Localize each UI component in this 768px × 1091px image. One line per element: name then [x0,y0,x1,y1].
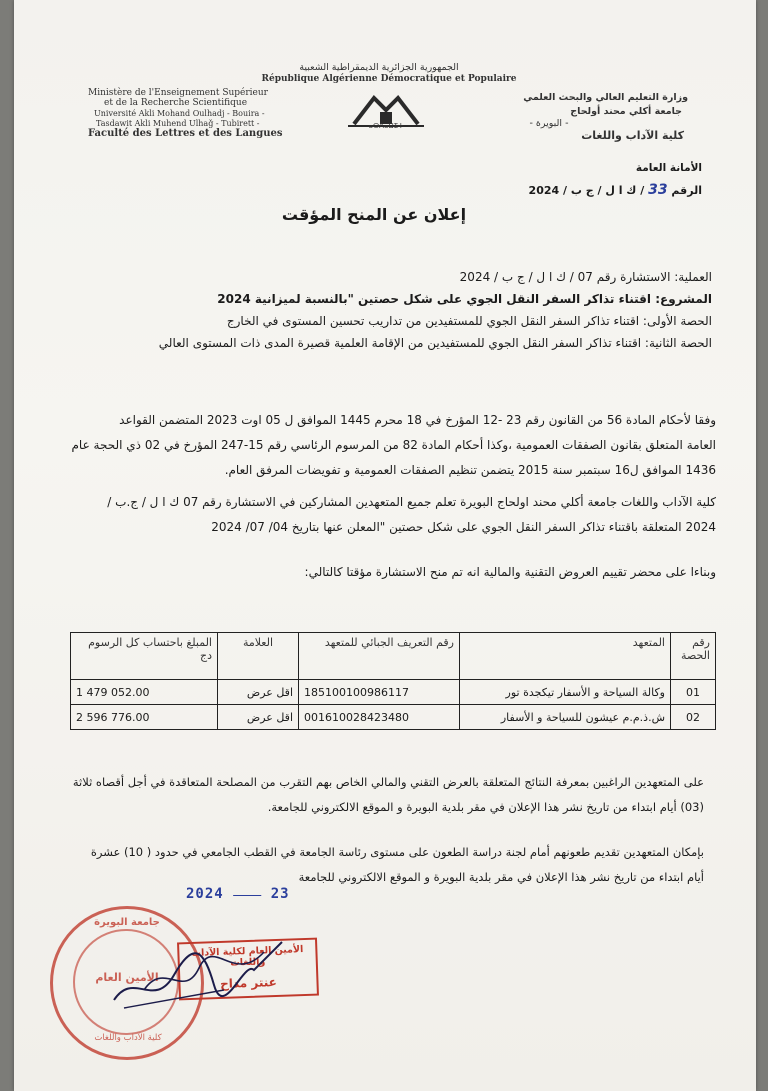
republic-fr: République Algérienne Démocratique et Populaire [261,74,517,84]
reference-number [434,182,702,198]
cell-lot: 01 [671,680,716,705]
legal-line-1: وفقا لأحكام المادة 56 من القانون رقم 23 -12 المؤرخ في 18 محرم 1445 الموافق ل 05 اوت 2023 المتضمن القواعد [119,413,716,427]
header-tax-id: رقم التعريف الجبائي للمتعهد [299,633,460,680]
table-header-row [71,633,716,680]
faculty-ar: كلية الآداب واللغات [581,129,684,142]
subject-block [84,266,712,354]
header-lot: رقم الحصة [671,633,716,680]
ministry-ar: وزارة التعليم العالي والبحث العلمي [523,92,688,103]
university-fr-1: Université Akli Mohand Oulhadj - Bouira - [94,109,265,118]
header-amount: المبلغ باحتساب كل الرسوم دج [71,633,218,680]
table-row [71,705,716,730]
logo-text: ⴰⵙⴷⴰⵡⵉⵜ [368,122,404,130]
ministry-fr-2: et de la Recherche Scientifique [104,98,248,108]
legal-line-2: العامة المتعلق بقانون الصفقات العمومية ،وكذا أحكام المادة 82 من المرسوم الرئاسي رقم 15-247 المؤرخ في 02 ذي الحجة عام [71,438,716,452]
signature-name: عنتر مداح [219,975,278,991]
results-line-2: (03) أيام ابتداء من تاريخ نشر هذا الإعلان في مقر بلدية البويرة و الموقع الالكتروني للجامعة. [267,800,704,814]
results-paragraph [70,770,704,820]
notification-paragraph [70,490,716,540]
stamp-bottom-text: كلية الآداب واللغات [94,1033,162,1043]
appeals-line-2: أيام ابتداء من تاريخ نشر هذا الإعلان في مقر بلدية البويرة و الموقع الالكتروني للجامعة [298,870,704,884]
lot1-line: الحصة الأولى: اقتناء تذاكر السفر النقل الجوي للمستفيدين من تداريب تحسين المستوى في الخارج [226,314,712,328]
results-line-1: على المتعهدين الراغبين بمعرفة النتائج المتعلقة بالعرض التقني والمالي الخاص بهم التقرب من المصلحة المتعاقدة في أجل أقصاه ثلاثة [72,775,704,789]
date-stamp-day: 23 [270,886,290,902]
city-ar: - البويرة - [529,118,569,129]
legal-line-3: 1436 الموافق ل16 سبتمبر سنة 2015 يتضمن تنظيم الصفقات العمومية و تفويضات المرفق العام. [224,463,716,477]
evaluation-line: وبناءا على محضر تقييم العروض التقنية والمالية انه تم منح الاستشارة مؤقتا كالتالي: [304,565,716,579]
notification-line-1: كلية الآداب واللغات جامعة أكلي محند اولحاج البويرة تعلم جميع المتعهدين المشاركين في الاستشارة رقم 07 ك ا ل / ج.ب / [107,495,716,509]
cell-mark: اقل عرض [218,680,299,705]
university-fr-2: Tasdawit Akli Muhend Ulhaǧ - Tubirett - [96,119,260,128]
notification-line-2: 2024 المتعلقة باقتناء تذاكر السفر النقل الجوي على شكل حصتين "المعلن عنها بتاريخ 04/ 07/ 2024 [211,520,716,534]
award-table [70,632,716,730]
university-logo [344,90,428,134]
cell-amount: 1 479 052.00 [71,680,218,705]
cell-bidder: ش.ذ.م.م عيشون للسياحة و الأسفار [460,705,671,730]
stamp-inner-text: الأمين العام [95,971,159,984]
date-stamp [186,886,290,902]
page-title: إعلان عن المنح المؤقت [281,205,467,224]
handwritten-signature [104,930,294,1020]
appeals-paragraph [70,840,704,890]
faculty-fr: Faculté des Lettres et des Langues [88,128,283,139]
lot2-line: الحصة الثانية: اقتناء تذاكر السفر النقل الجوي للمستفيدين من الإقامة العلمية قصيرة المدى ذات المستوى العالي [158,336,712,350]
stamp-outer-text: جامعة البويرة [94,917,160,928]
header-bidder: المتعهد [460,633,671,680]
reference-label: الرقم [671,184,702,197]
cell-amount: 2 596 776.00 [71,705,218,730]
cell-bidder: وكالة السياحة و الأسفار تيكجدة تور [460,680,671,705]
appeals-line-1: بإمكان المتعهدين تقديم طعونهم أمام لجنة دراسة الطعون على مستوى رئاسة الجامعة في القطب الجامعي في حدود ( 10) عشرة [90,845,704,859]
legal-basis-paragraph [70,408,716,483]
header-mark: العلامة [218,633,299,680]
document-page [14,0,756,1091]
reference-suffix: / ك ا ل / ج ب / 2024 [528,184,645,197]
ministry-fr-1: Ministère de l'Enseignement Supérieur [88,88,268,98]
general-secretariat: الأمانة العامة [635,162,702,174]
reference-handwritten-number: 33 [648,182,668,198]
project-line: المشروع: اقتناء تذاكر السفر النقل الجوي على شكل حصتين "بالنسبة لميزانية 2024 [217,292,712,306]
republic-ar: الجمهورية الجزائرية الديمقراطية الشعبية [299,62,459,73]
signature-title: الأمين العام لكلية الآداب واللغات [191,944,304,969]
cell-tax-id: 185100100986117 [299,680,460,705]
cell-mark: اقل عرض [218,705,299,730]
university-ar: جامعة أكلي محند أولحاج [570,106,682,117]
consultation-line: العملية: الاستشارة رقم 07 / ك ا ل / ج ب / 2024 [459,270,712,284]
cell-tax-id: 001610028423480 [299,705,460,730]
cell-lot: 02 [671,705,716,730]
table-row [71,680,716,705]
date-stamp-year: 2024 [186,886,224,902]
